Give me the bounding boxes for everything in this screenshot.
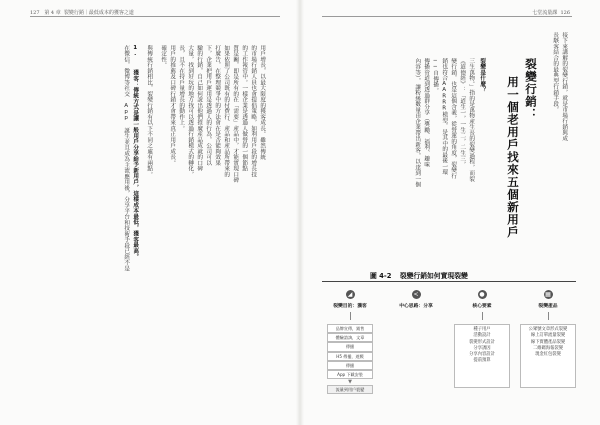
left-text-col: 在微信，微博等社交 App 誕生並且成為主流應用後，分享平台和技術手段已經不是	[123, 45, 130, 272]
connector-line	[548, 312, 549, 320]
flow-result: 流量到用戶裂變	[327, 385, 373, 394]
right-page-header	[532, 9, 570, 16]
products-box	[520, 324, 576, 388]
product-item: 公眾號文章形式裂變	[528, 327, 568, 332]
figure-number: 圖 4-2	[370, 272, 392, 280]
figure-title: 裂變行銷如何實現裂變	[399, 272, 468, 280]
node-title: 核心要素	[472, 304, 492, 309]
figure-caption	[370, 270, 474, 280]
element-item: 裂變形式設計	[469, 339, 495, 345]
share-icon: <	[413, 291, 419, 298]
flow-item: 品牌宣傳，銷售	[327, 324, 373, 333]
left-text-col: 下，企業把用戶運用是透過人的行為，公司可以	[205, 45, 212, 166]
connector-line	[350, 312, 351, 320]
body-text-col: ──自傳播。	[432, 58, 439, 94]
down-arrow-icon: ▼	[348, 379, 352, 386]
node-core-elements	[454, 290, 510, 320]
body-text-col: 三生萬物。」指的是萬物產生長的裂變過程，而裂	[468, 58, 475, 182]
figure-rule	[322, 281, 576, 282]
left-text-col: 驗的行銷，自己如何說出他們推廣產品成就的口碑	[196, 45, 203, 172]
element-item: 種子用戶	[473, 327, 491, 332]
product-item: 線下實體產品裂變	[530, 339, 566, 345]
left-text-col: 大量，找到好玩的地方找可以透過行銷模式的轉化，	[187, 45, 194, 178]
right-page-number: 126	[560, 10, 570, 16]
product-item: 二維碼海報裂變	[532, 345, 564, 351]
section-heading: 裂變行銷：	[524, 58, 538, 121]
element-item: 分享誘因	[473, 345, 491, 351]
left-page-number: 127	[30, 10, 40, 16]
flow-item: H5 傳播，遊戲	[327, 352, 373, 361]
flow-item: 傳播	[327, 342, 373, 351]
chapter-title: 裂變行銷｜最低成本的獲客之道	[63, 10, 134, 16]
node-products	[520, 290, 576, 320]
left-page-header	[30, 9, 134, 16]
left-text-col-numbered: 1. 獲客：傳統方式是讓一般用戶分享給予新用戶，這樣成本最低，獲客最高。	[132, 45, 139, 260]
left-text-col: 與傳統行銷相比，裂變行銷有以下不同之處有兩點。	[146, 45, 153, 178]
figure-4-2	[322, 270, 576, 394]
flow-item: App 下載安裝	[327, 370, 373, 379]
left-header-rule	[30, 16, 280, 17]
node-title: 中心思路：分享	[399, 304, 433, 309]
body-text-col: 變行銷，也是這個含義，從營運的角度，裂變行	[450, 58, 457, 179]
node-title: 裂變目的：獲客	[333, 304, 367, 309]
intro-text-col: 長駭客結合的最典型行銷手段。	[552, 32, 559, 113]
body-text-col: 裂變是什麼？	[479, 58, 486, 93]
core-elements-box	[454, 324, 510, 388]
user-icon: ●	[479, 291, 485, 298]
intro-text-col: 接下來講解的裂變行銷，就是市場行銷與成	[561, 32, 568, 142]
left-text-col: 用戶增長，以最大限度的獲客成長。雖然傳統	[259, 45, 266, 160]
left-text-col: 如果依照了公司既有的付費行、產品和產品所帶來的	[223, 45, 230, 178]
left-text-col: 確定性。	[160, 45, 167, 68]
product-item: 線上訂單流量裂變	[530, 333, 566, 339]
flow-item: 傳播	[327, 361, 373, 370]
megaphone-icon: ◢	[346, 290, 355, 299]
left-text-col: 的市場行銷人員也會提倡策略，如利用戶段的增長技	[250, 45, 257, 178]
acquisition-flow	[322, 324, 378, 394]
left-page	[0, 0, 298, 425]
node-share	[388, 290, 444, 309]
element-item: 活動設計	[473, 333, 491, 339]
body-text-col: 《道德經》：「道生一，一生二，二生三，	[459, 58, 466, 168]
node-title: 裂變產品	[538, 304, 558, 309]
body-text-col: 傳播管道到透過群分享（獎勵、福利、趣味	[423, 58, 430, 168]
element-item: 提前預算	[473, 358, 491, 364]
node-acquisition	[322, 290, 378, 320]
left-text-col: 用戶的推薦及口碑行銷才會帶來真正用戶成長。	[169, 45, 176, 166]
right-header-rule	[322, 16, 572, 17]
product-item: 現金紅包裂變	[535, 352, 561, 358]
body-text-col: 內容等），讓粉絲數量由企業帶出新客，以達到一個	[414, 58, 421, 188]
grid-icon: ▦	[545, 291, 551, 298]
left-text-col: 質是關，即是所有的在「需要」產品中，才能實現口碑	[232, 45, 239, 183]
left-text-col: 長，且不在持戶量增長的動作上。	[178, 45, 185, 132]
connector-line	[482, 312, 483, 320]
chapter-label: 第 4 章	[44, 10, 61, 16]
flow-item: 體驗諮詢，文章	[327, 333, 373, 342]
left-text-col: 打廣告，在整理競爭中的方法會在是否能夠效果	[214, 45, 221, 166]
left-text-col: 的工作報管中。一樣企業是透過人做營的一個節點	[241, 45, 248, 172]
section-subheading: 用一個老用戶找來五個新用戶	[506, 76, 520, 239]
element-item: 分享內容設計	[469, 352, 495, 358]
running-title: 七堂流量課	[532, 10, 558, 16]
body-text-col: 銷也符合AARRR模型，是其中的最後一環	[441, 58, 448, 175]
